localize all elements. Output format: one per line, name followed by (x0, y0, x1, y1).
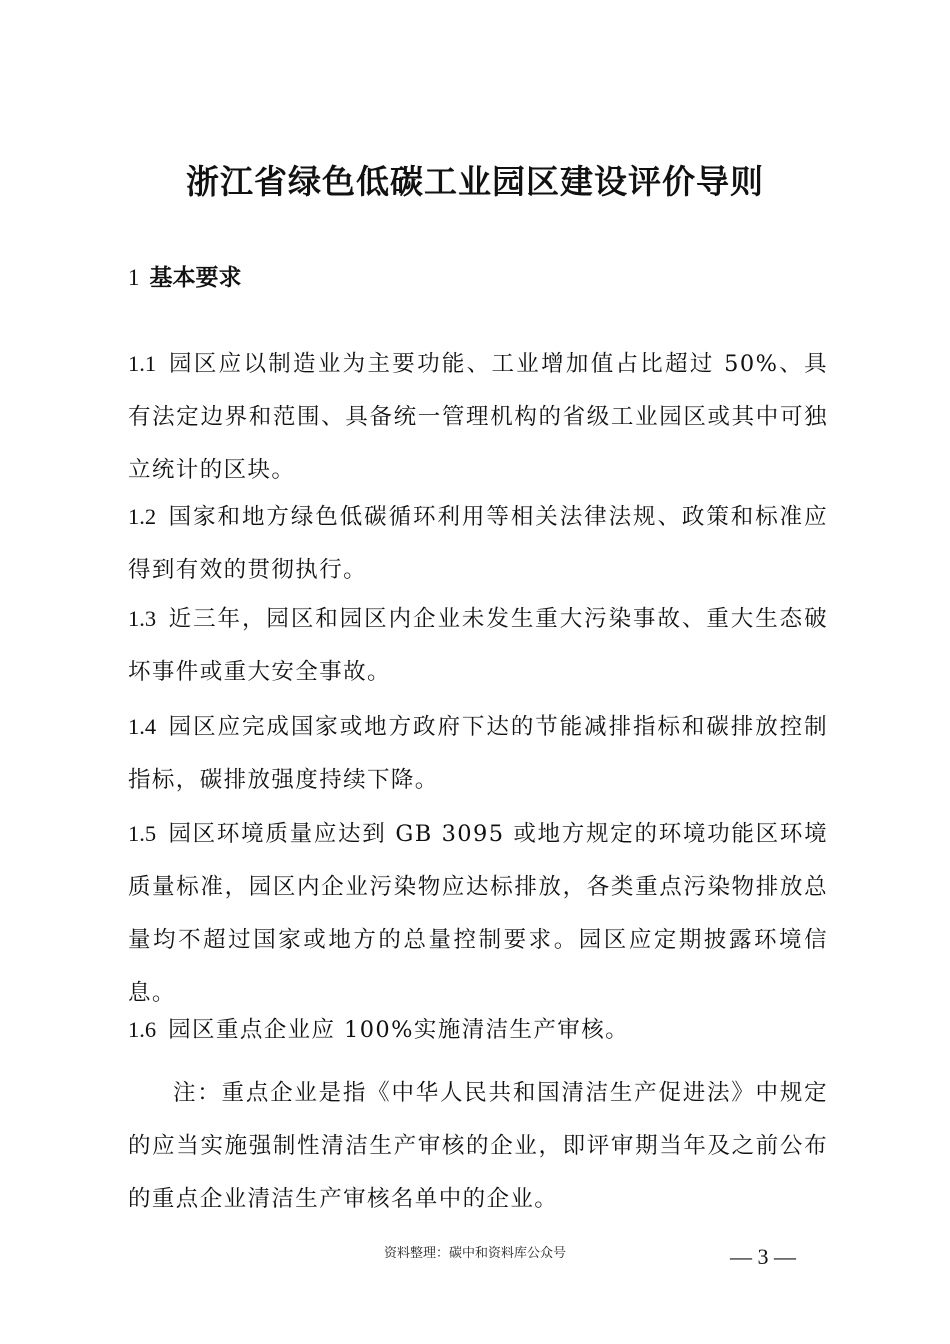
note-paragraph: 注：重点企业是指《中华人民共和国清洁生产促进法》中规定的应当实施强制性清洁生产审核的企业，即评审期当年及之前公布的重点企业清洁生产审核名单中的企业。 (128, 1080, 828, 1212)
requirement-item-1-5 (128, 807, 828, 1020)
requirement-item-1-6 (128, 1003, 828, 1057)
item-text: 园区应以制造业为主要功能、工业增加值占比超过 50%、具有法定边界和范围、具备统一管理机构的省级工业园区或其中可独立统计的区块。 (128, 351, 828, 483)
requirement-item-1-4 (128, 700, 828, 807)
page-number: — 3 — (730, 1244, 796, 1269)
footer-source: 资料整理：碳中和资料库公众号 (383, 1246, 566, 1261)
item-text: 园区应完成国家或地方政府下达的节能减排指标和碳排放控制指标，碳排放强度持续下降。 (128, 714, 828, 793)
item-text: 近三年，园区和园区内企业未发生重大污染事故、重大生态破坏事件或重大安全事故。 (128, 606, 828, 685)
item-number: 1.6 (128, 1017, 157, 1042)
item-number: 1.1 (128, 351, 157, 376)
section-heading-text: 基本要求 (149, 265, 242, 291)
page-title: 浙江省绿色低碳工业园区建设评价导则 (186, 162, 764, 201)
item-text: 园区重点企业应 100%实施清洁生产审核。 (168, 1017, 630, 1043)
section-number: 1 (128, 265, 140, 290)
requirement-item-1-3 (128, 592, 828, 699)
section-heading (128, 258, 242, 298)
item-number: 1.2 (128, 504, 157, 529)
item-number: 1.4 (128, 714, 157, 739)
item-number: 1.3 (128, 606, 157, 631)
item-text: 园区环境质量应达到 GB 3095 或地方规定的环境功能区环境质量标准，园区内企业污染物应达标排放，各类重点污染物排放总量均不超过国家或地方的总量控制要求。园区应定期披露环境信息。 (128, 821, 828, 1006)
item-number: 1.5 (128, 821, 157, 846)
item-text: 国家和地方绿色低碳循环利用等相关法律法规、政策和标准应得到有效的贯彻执行。 (128, 504, 828, 583)
requirement-item-1-1 (128, 337, 828, 497)
requirement-item-1-2 (128, 490, 828, 597)
